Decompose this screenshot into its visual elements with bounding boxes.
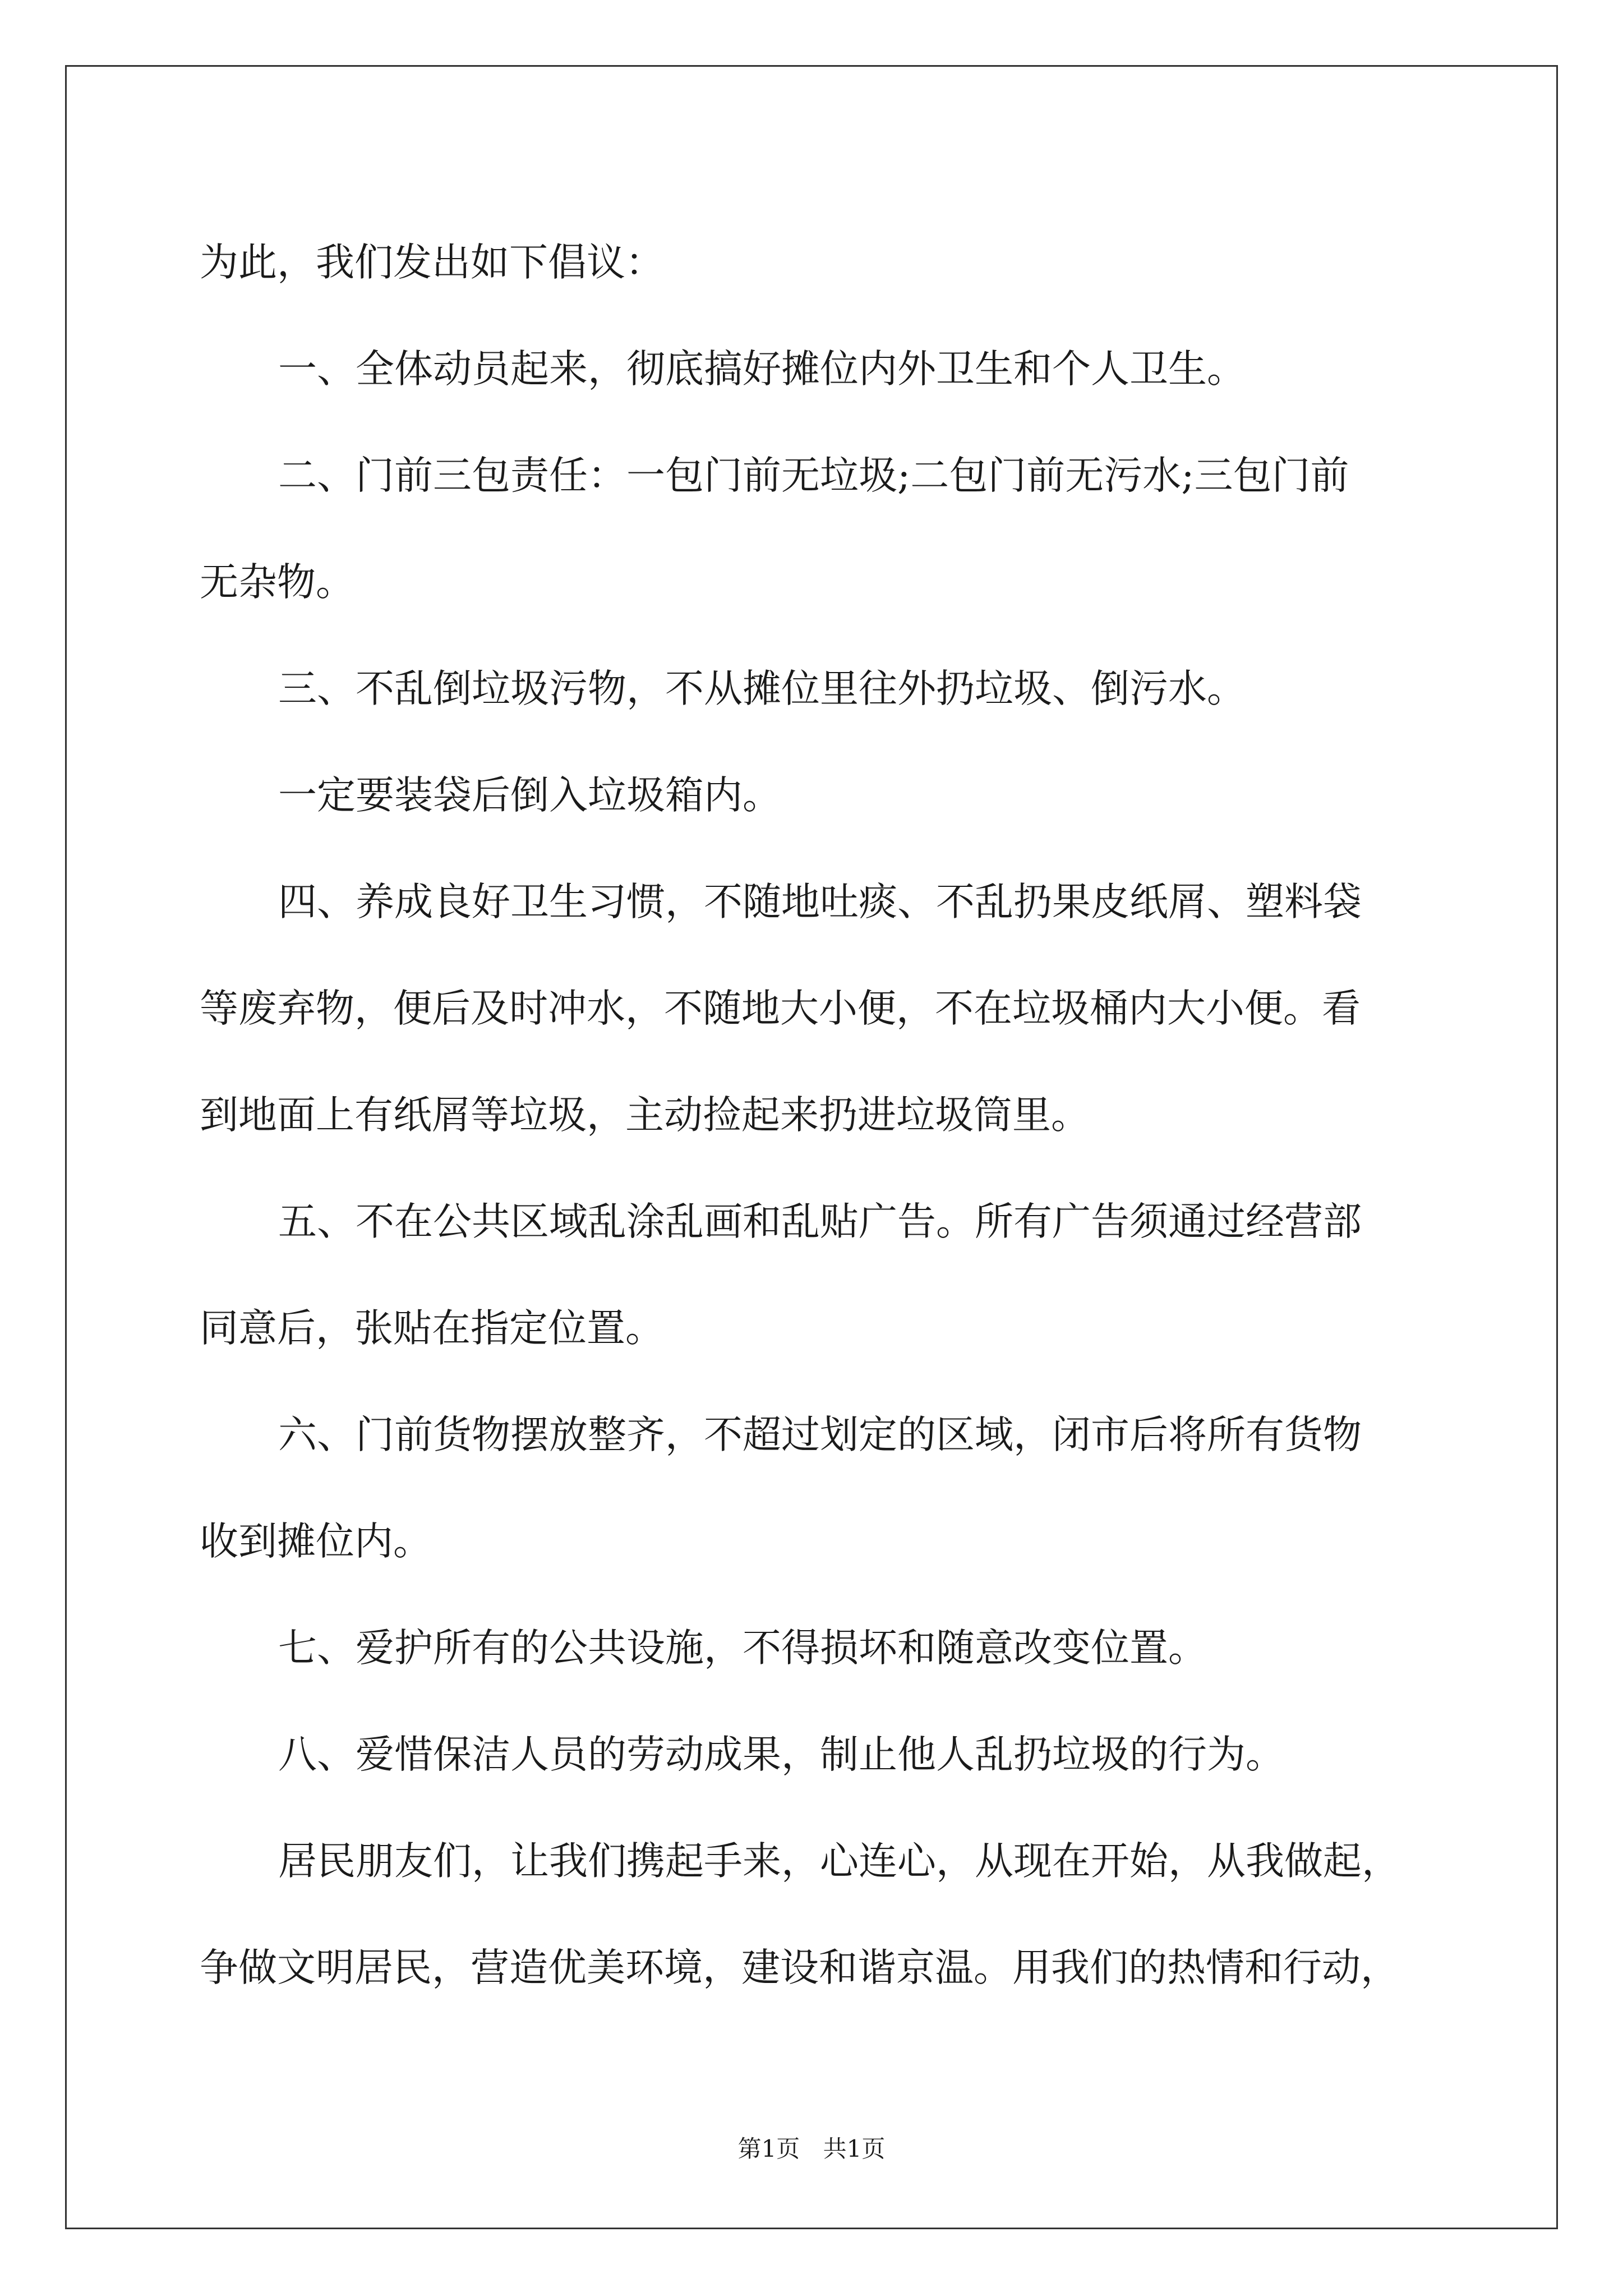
line-16: 居民朋友们，让我们携起手来，心连心，从现在开始，从我做起， bbox=[278, 1839, 1400, 1884]
line-1: 为此，我们发出如下倡议： bbox=[200, 240, 664, 285]
line-2: 一、全体动员起来，彻底搞好摊位内外卫生和个人卫生。 bbox=[278, 347, 1246, 392]
document-body bbox=[200, 209, 1433, 2021]
line-15: 八、爱惜保洁人员的劳动成果，制止他人乱扔垃圾的行为。 bbox=[278, 1732, 1284, 1777]
line-12: 六、门前货物摆放整齐，不超过划定的区域，闭市后将所有货物 bbox=[278, 1412, 1362, 1457]
line-14: 七、爱护所有的公共设施，不得损坏和随意改变位置。 bbox=[278, 1626, 1207, 1671]
line-17: 争做文明居民，营造优美环境，建设和谐京温。用我们的热情和行动， bbox=[200, 1945, 1399, 1990]
line-8: 等废弃物，便后及时冲水，不随地大小便，不在垃圾桶内大小便。看 bbox=[200, 986, 1361, 1031]
line-9: 到地面上有纸屑等垃圾，主动捡起来扔进垃圾筒里。 bbox=[200, 1093, 1090, 1138]
page-number: 第1页 bbox=[737, 2135, 800, 2162]
line-4: 无杂物。 bbox=[200, 560, 354, 605]
line-5: 三、不乱倒垃圾污物，不从摊位里往外扔垃圾、倒污水。 bbox=[278, 666, 1246, 711]
page-footer bbox=[0, 2131, 1623, 2164]
line-3: 二、门前三包责任：一包门前无垃圾;二包门前无污水;三包门前 bbox=[278, 453, 1349, 498]
line-7: 四、养成良好卫生习惯，不随地吐痰、不乱扔果皮纸屑、塑料袋 bbox=[278, 880, 1362, 924]
line-11: 同意后，张贴在指定位置。 bbox=[200, 1306, 664, 1351]
page-total: 共1页 bbox=[823, 2135, 886, 2162]
line-6: 一定要装袋后倒入垃圾箱内。 bbox=[278, 773, 781, 818]
line-13: 收到摊位内。 bbox=[200, 1519, 432, 1564]
line-10: 五、不在公共区域乱涂乱画和乱贴广告。所有广告须通过经营部 bbox=[278, 1199, 1362, 1244]
